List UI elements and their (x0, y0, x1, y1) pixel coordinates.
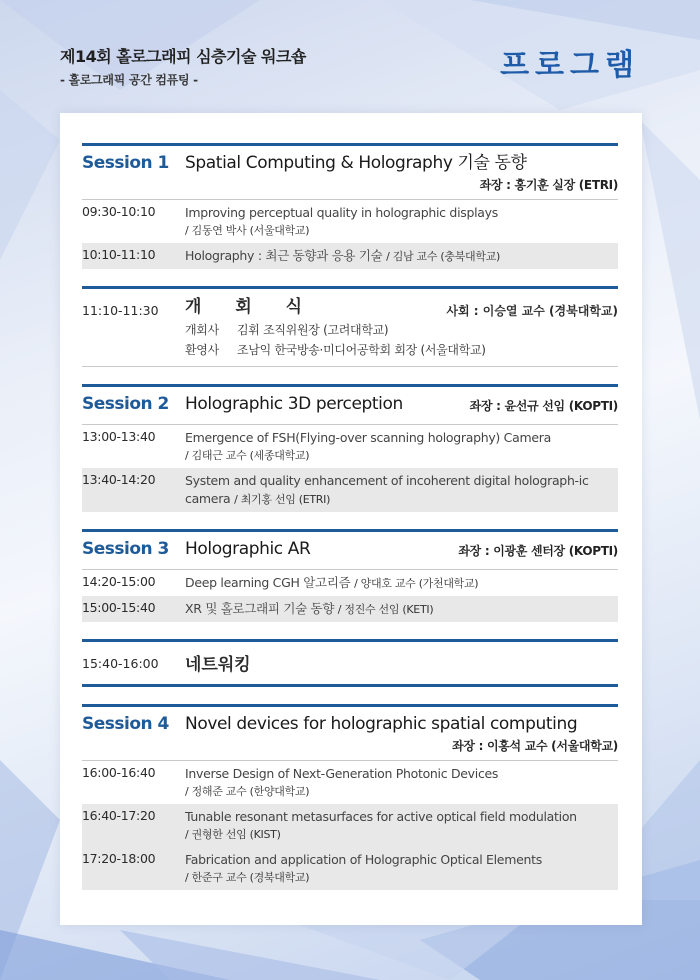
opening-ceremony (82, 286, 618, 367)
workshop-title: 제14회 홀로그래피 심층기술 워크숍 (60, 47, 306, 66)
session-chair: 좌장 : 이광훈 센터장 (KOPTI) (458, 544, 618, 558)
talk-row (82, 243, 618, 269)
talk-time: 13:00-13:40 (82, 429, 156, 444)
divider (82, 366, 618, 367)
talk-time: 09:30-10:10 (82, 204, 156, 219)
talk-info (185, 765, 618, 801)
opening-host: 사회 : 이승열 교수 (경북대학교) (446, 304, 618, 318)
program-card (60, 113, 642, 925)
talk-row (82, 596, 618, 622)
talk-speaker: / 정진수 선임 (KETI) (337, 603, 434, 616)
talk-speaker: / 한준구 교수 (경북대학교) (185, 871, 310, 884)
opening-role: 환영사 (185, 343, 219, 357)
talk-speaker: / 김동연 박사 (서울대학교) (185, 224, 310, 237)
opening-time: 11:10-11:30 (82, 303, 159, 318)
talk-info (185, 574, 618, 593)
talk-time: 16:40-17:20 (82, 808, 156, 823)
session-chair: 좌장 : 이홍석 교수 (서울대학교) (452, 739, 618, 753)
session-chair: 좌장 : 윤선규 선임 (KOPTI) (469, 399, 618, 413)
session-title: Holographic 3D perception (185, 394, 403, 414)
talk-row (82, 761, 618, 804)
session-label: Session 2 (82, 394, 169, 414)
talk-info (185, 204, 618, 240)
talk-title: Fabrication and application of Holographic Optical Elements (185, 852, 542, 867)
talk-row (82, 468, 618, 512)
talk-time: 17:20-18:00 (82, 851, 156, 866)
talk-row (82, 200, 618, 243)
talk-speaker: / 김남 교수 (충북대학교) (386, 250, 501, 263)
session-label: Session 1 (82, 153, 169, 173)
talk-title: Inverse Design of Next-Generation Photonic Devices (185, 766, 499, 781)
talk-title: Tunable resonant metasurfaces for active optical field modulation (185, 809, 577, 824)
talk-time: 13:40-14:20 (82, 472, 156, 487)
session-label: Session 3 (82, 539, 169, 559)
talk-speaker: / 양대호 교수 (가천대학교) (354, 577, 479, 590)
session-chair: 좌장 : 홍기훈 실장 (ETRI) (479, 178, 618, 192)
talk-time: 16:00-16:40 (82, 765, 156, 780)
session-header (82, 532, 618, 569)
program-content (82, 143, 618, 907)
session-3 (82, 529, 618, 622)
talk-list (82, 760, 618, 890)
talk-time: 14:20-15:00 (82, 574, 156, 589)
talk-title: Emergence of FSH(Flying-over scanning holography) Camera (185, 430, 551, 445)
talk-info (185, 808, 618, 844)
session-header (82, 707, 618, 754)
networking-time: 15:40-16:00 (82, 656, 159, 671)
session-title: Holographic AR (185, 539, 311, 559)
session-header (82, 146, 618, 193)
talk-title: System and quality enhancement of incoherent digital holograph-ic camera (185, 473, 589, 506)
opening-role: 개회사 (185, 323, 219, 337)
session-2 (82, 384, 618, 512)
talk-row (82, 847, 618, 890)
talk-row (82, 425, 618, 468)
session-1 (82, 143, 618, 269)
talk-title: Holography : 최근 동향과 응용 기술 (185, 248, 383, 263)
session-4 (82, 704, 618, 890)
talk-title: Improving perceptual quality in holographic displays (185, 205, 498, 220)
talk-list (82, 424, 618, 512)
networking-title: 네트워킹 (185, 655, 251, 675)
session-title: Novel devices for holographic spatial computing (185, 714, 578, 734)
talk-info (185, 851, 618, 887)
talk-list (82, 199, 618, 269)
talk-info (185, 247, 618, 266)
networking (82, 639, 618, 687)
opening-line (185, 340, 618, 360)
talk-info (185, 600, 618, 619)
talk-speaker: / 권형한 선임 (KIST) (185, 828, 281, 841)
talk-info (185, 429, 618, 465)
opening-title: 개 회 식 (185, 297, 317, 317)
talk-time: 10:10-11:10 (82, 247, 156, 262)
talk-speaker: / 정해준 교수 (한양대학교) (185, 785, 310, 798)
talk-title: Deep learning CGH 알고리즘 (185, 575, 351, 590)
talk-time: 15:00-15:40 (82, 600, 156, 615)
talk-title: XR 및 홀로그래피 기술 동향 (185, 601, 335, 616)
program-label: 프로그램 (500, 48, 640, 83)
talk-speaker: / 김태근 교수 (세종대학교) (185, 449, 310, 462)
session-header (82, 387, 618, 424)
talk-row (82, 804, 618, 847)
workshop-subtitle: - 홀로그래픽 공간 컴퓨팅 - (60, 73, 198, 87)
talk-speaker: / 최기홍 선임 (ETRI) (234, 493, 331, 506)
opening-person: 김휘 조직위원장 (고려대학교) (237, 323, 389, 337)
opening-person: 조남익 한국방송·미디어공학회 회장 (서울대학교) (237, 343, 486, 357)
session-label: Session 4 (82, 714, 169, 734)
session-title: Spatial Computing & Holography 기술 동향 (185, 153, 527, 173)
opening-line (185, 320, 618, 340)
talk-row (82, 570, 618, 596)
talk-list (82, 569, 618, 622)
talk-info (185, 472, 618, 509)
